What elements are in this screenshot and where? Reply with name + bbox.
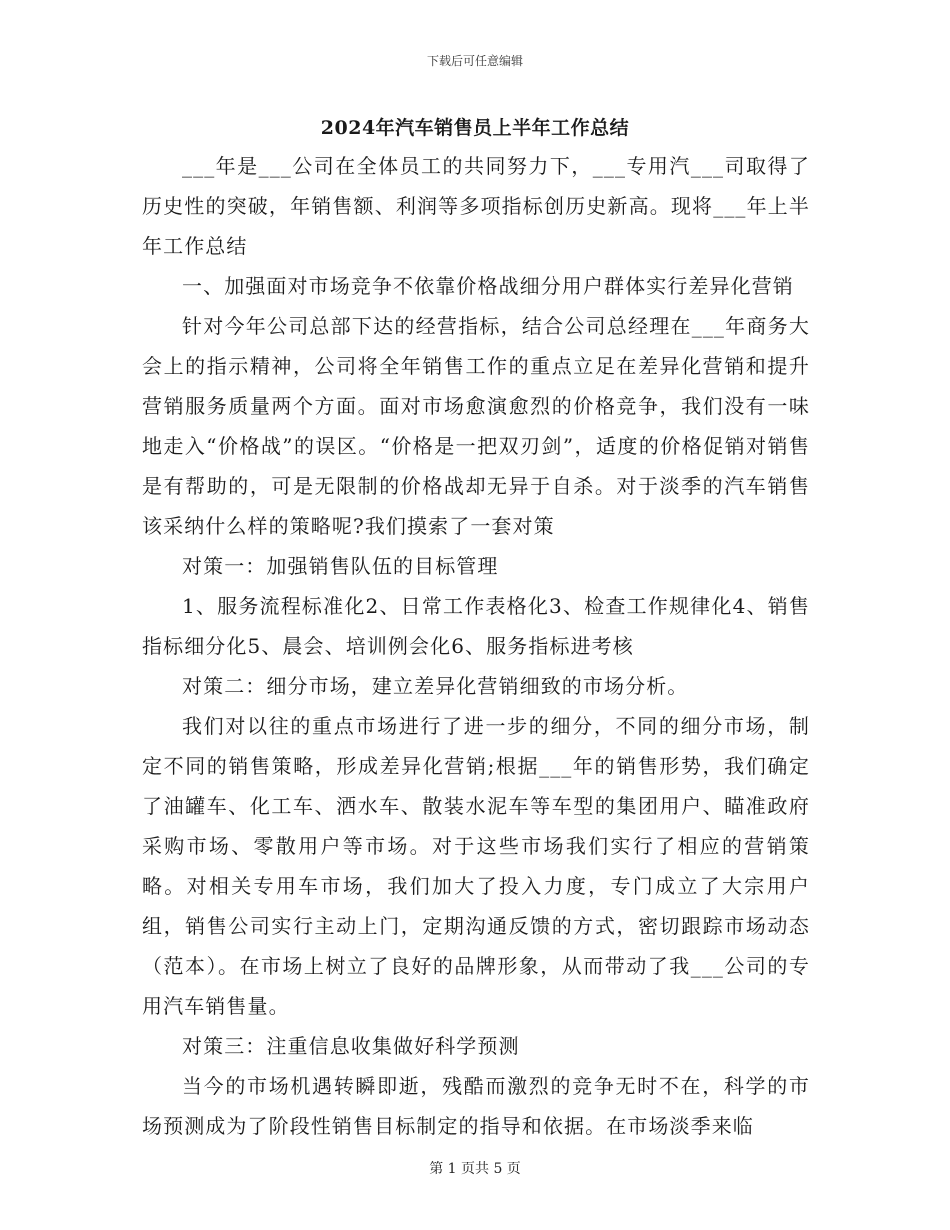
page-header: 下载后可任意编辑 [426, 54, 523, 68]
strategy-heading: 对策二：细分市场，建立差异化营销细致的市场分析。 [182, 674, 689, 698]
document-body [142, 146, 810, 1146]
paragraph: 我们对以往的重点市场进行了进一步的细分，不同的细分市场，制定不同的销售策略，形成差异化营销;根据___年的销售形势，我们确定了油罐车、化工车、洒水车、散装水泥车等车型的集团用户、瞄准政府采购市场、零散用户等市场。对于这些市场我们实行了相应的营销策略。对相关专用车市场，我们加大了投入力度，专门成立了大宗用户组，销售公司实行主动上门，定期沟通反馈的方式，密切跟踪市场动态（范本）。在市场上树立了良好的品牌形象，从而带动了我___公司的专用汽车销售量。 [142, 714, 810, 1018]
page-footer: 第 1 页共 5 页 [429, 1161, 521, 1177]
document-title: 2024年汽车销售员上半年工作总结 [320, 117, 630, 139]
paragraph: ___年是___公司在全体员工的共同努力下，___专用汽___司取得了历史性的突破，年销售额、利润等多项指标创历史新高。现将___年上半年工作总结 [142, 154, 810, 258]
paragraph: 当今的市场机遇转瞬即逝，残酷而激烈的竞争无时不在，科学的市场预测成为了阶段性销售目标制定的指导和依据。在市场淡季来临 [142, 1074, 810, 1138]
strategy-heading: 对策一：加强销售队伍的目标管理 [182, 554, 499, 578]
paragraph: 1、服务流程标准化2、日常工作表格化3、检查工作规律化4、销售指标细分化5、晨会、培训例会化6、服务指标进考核 [142, 594, 810, 658]
paragraph: 针对今年公司总部下达的经营指标，结合公司总经理在___年商务大会上的指示精神，公司将全年销售工作的重点立足在差异化营销和提升营销服务质量两个方面。面对市场愈演愈烈的价格竞争，我们没有一味地走入“价格战”的误区。“价格是一把双刃剑”，适度的价格促销对销售是有帮助的，可是无限制的价格战却无异于自杀。对于淡季的汽车销售该采纳什么样的策略呢?我们摸索了一套对策 [142, 314, 810, 538]
section-heading: 一、加强面对市场竞争不依靠价格战细分用户群体实行差异化营销 [182, 274, 794, 298]
strategy-heading: 对策三：注重信息收集做好科学预测 [182, 1034, 520, 1058]
